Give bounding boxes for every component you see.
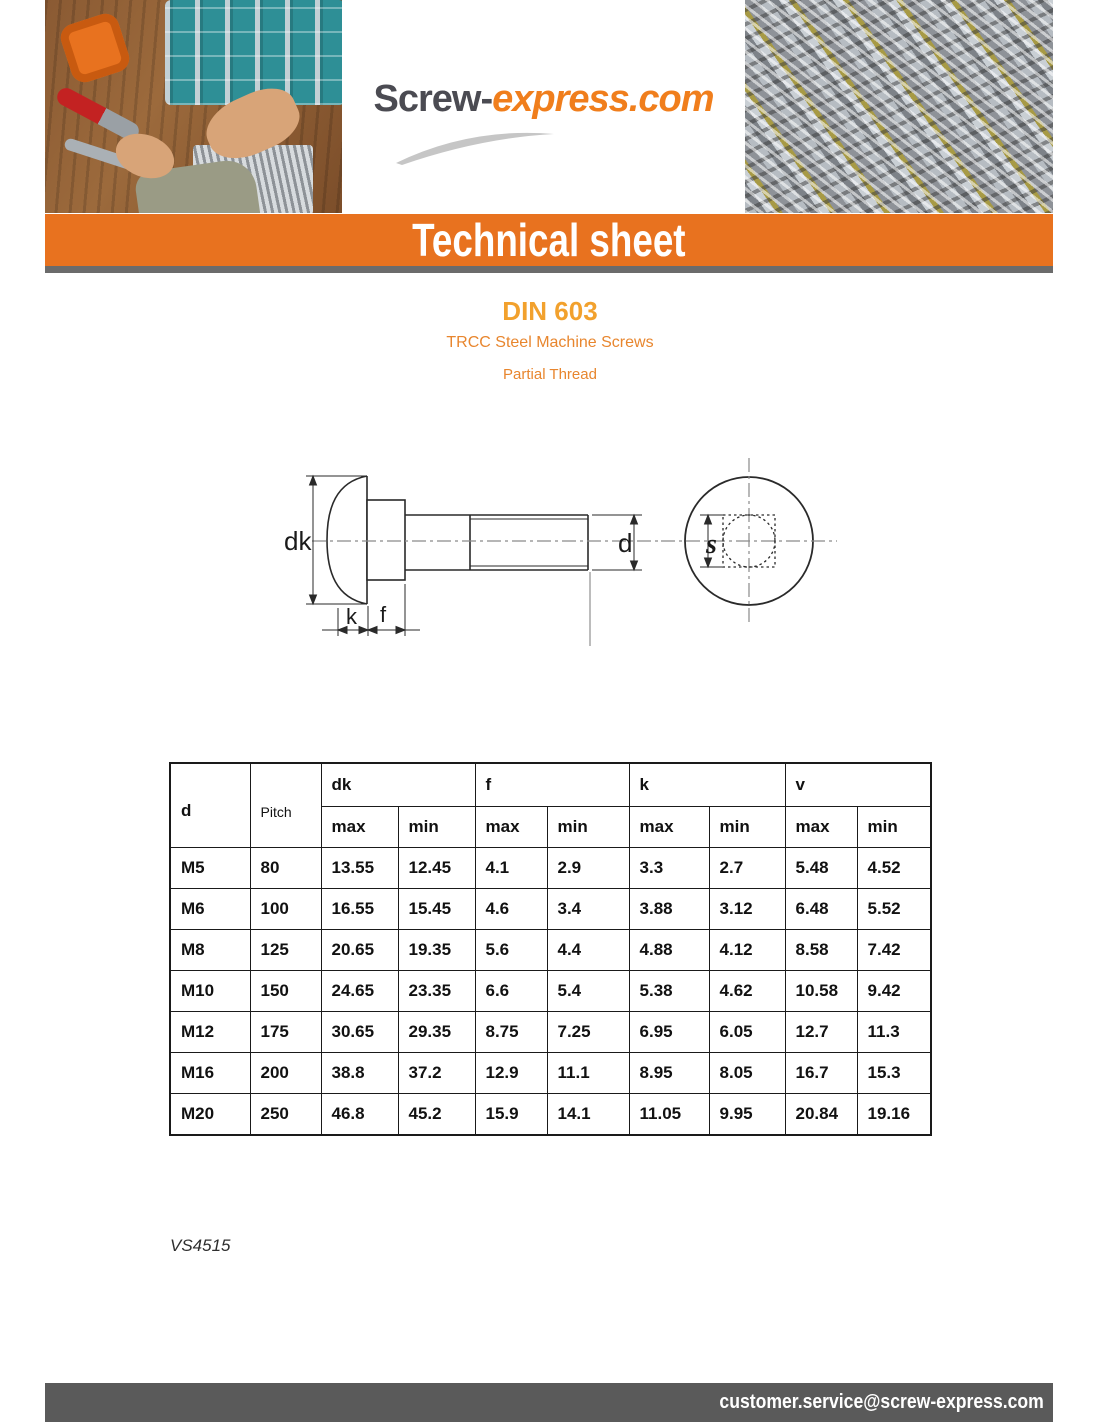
table-cell: 20.84 [785,1094,857,1136]
table-cell: 150 [250,971,321,1012]
side-view [327,476,588,604]
sub-header-max: max [629,807,709,848]
table-cell: 5.38 [629,971,709,1012]
sub-header-max: max [785,807,857,848]
col-header-pitch: Pitch [250,763,321,848]
s-label: s [706,529,717,560]
sub-header-min: min [857,807,931,848]
brand-logo-area [342,0,745,213]
col-header-f: f [475,763,629,807]
table-cell: 10.58 [785,971,857,1012]
table-cell: 6.05 [709,1012,785,1053]
table-cell: 5.4 [547,971,629,1012]
table-cell: 7.42 [857,930,931,971]
table-cell: 5.48 [785,848,857,889]
table-cell: 8.58 [785,930,857,971]
table-cell: M16 [170,1053,250,1094]
table-cell: 8.75 [475,1012,547,1053]
table-cell: 4.88 [629,930,709,971]
table-cell: 3.4 [547,889,629,930]
table-cell: 46.8 [321,1094,398,1136]
table-cell: 3.12 [709,889,785,930]
sub-header-max: max [321,807,398,848]
table-cell: 29.35 [398,1012,475,1053]
table-cell: 16.55 [321,889,398,930]
footer-bar [45,1383,1053,1422]
sub-header-min: min [547,807,629,848]
d-label: d [618,528,633,558]
table-cell: 4.12 [709,930,785,971]
table-cell: 5.52 [857,889,931,930]
table-cell: 19.35 [398,930,475,971]
table-cell: 12.45 [398,848,475,889]
table-cell: 19.16 [857,1094,931,1136]
logo-suffix: express.com [492,78,714,120]
table-cell: 2.9 [547,848,629,889]
table-cell: M12 [170,1012,250,1053]
logo-swoosh-icon [390,125,560,165]
table-cell: 9.95 [709,1094,785,1136]
table-cell: 20.65 [321,930,398,971]
k-label: k [346,604,357,629]
banner-title: Technical sheet [412,214,686,266]
reference-code: VS4515 [170,1236,231,1255]
table-cell: 7.25 [547,1012,629,1053]
spec-table [169,762,932,1136]
table-cell: 4.62 [709,971,785,1012]
table-cell: 250 [250,1094,321,1136]
col-header-v: v [785,763,931,807]
table-cell: 80 [250,848,321,889]
table-cell: 9.42 [857,971,931,1012]
f-label: f [380,602,387,627]
table-cell: M10 [170,971,250,1012]
table-cell: 4.52 [857,848,931,889]
col-header-k: k [629,763,785,807]
subtitle-product: TRCC Steel Machine Screws [446,334,654,351]
table-cell: M20 [170,1094,250,1136]
table-cell: 100 [250,889,321,930]
table-cell: 3.3 [629,848,709,889]
table-cell: 11.1 [547,1053,629,1094]
table-cell: 15.3 [857,1053,931,1094]
table-cell: M5 [170,848,250,889]
table-row [170,1012,931,1053]
table-cell: 6.6 [475,971,547,1012]
table-cell: 13.55 [321,848,398,889]
table-cell: 30.65 [321,1012,398,1053]
tape-measure-shape [57,10,133,86]
table-cell: 38.8 [321,1053,398,1094]
table-cell: 45.2 [398,1094,475,1136]
table-row [170,1053,931,1094]
table-cell: 175 [250,1012,321,1053]
table-row [170,1094,931,1136]
table-cell: 200 [250,1053,321,1094]
table-row [170,889,931,930]
dk-label: dk [284,526,312,556]
table-cell: 11.3 [857,1012,931,1053]
table-cell: 2.7 [709,848,785,889]
subtitle-thread: Partial Thread [503,366,597,383]
table-cell: 125 [250,930,321,971]
sub-header-min: min [709,807,785,848]
table-cell: 15.9 [475,1094,547,1136]
table-cell: 3.88 [629,889,709,930]
spec-table-head [170,763,931,848]
table-cell: 11.05 [629,1094,709,1136]
header-divider [45,266,1053,273]
table-cell: 37.2 [398,1053,475,1094]
sub-header-min: min [398,807,475,848]
workbench-photo [45,0,342,213]
table-cell: 16.7 [785,1053,857,1094]
organizer-box-shape [165,0,342,105]
table-cell: 8.05 [709,1053,785,1094]
table-cell: 5.6 [475,930,547,971]
table-row [170,930,931,971]
col-header-dk: dk [321,763,475,807]
bolt-technical-drawing [270,440,850,652]
table-cell: M6 [170,889,250,930]
logo-prefix: Screw- [373,78,493,120]
table-cell: 4.1 [475,848,547,889]
front-view [661,458,837,626]
table-cell: 23.35 [398,971,475,1012]
table-row [170,848,931,889]
spec-table-body [170,848,931,1136]
table-cell: 12.9 [475,1053,547,1094]
banner [45,214,1053,266]
table-cell: M8 [170,930,250,971]
brand-logo [342,78,745,121]
table-cell: 8.95 [629,1053,709,1094]
table-cell: 24.65 [321,971,398,1012]
standard-title: DIN 603 [502,296,598,326]
col-header-d: d [170,763,250,848]
table-cell: 14.1 [547,1094,629,1136]
table-cell: 4.6 [475,889,547,930]
screws-pile-photo [745,0,1053,213]
table-row [170,971,931,1012]
table-cell: 12.7 [785,1012,857,1053]
table-cell: 4.4 [547,930,629,971]
header [45,0,1053,213]
table-cell: 15.45 [398,889,475,930]
footer-email: customer.service@screw-express.com [719,1391,1045,1413]
table-cell: 6.48 [785,889,857,930]
sub-header-max: max [475,807,547,848]
table-cell: 6.95 [629,1012,709,1053]
